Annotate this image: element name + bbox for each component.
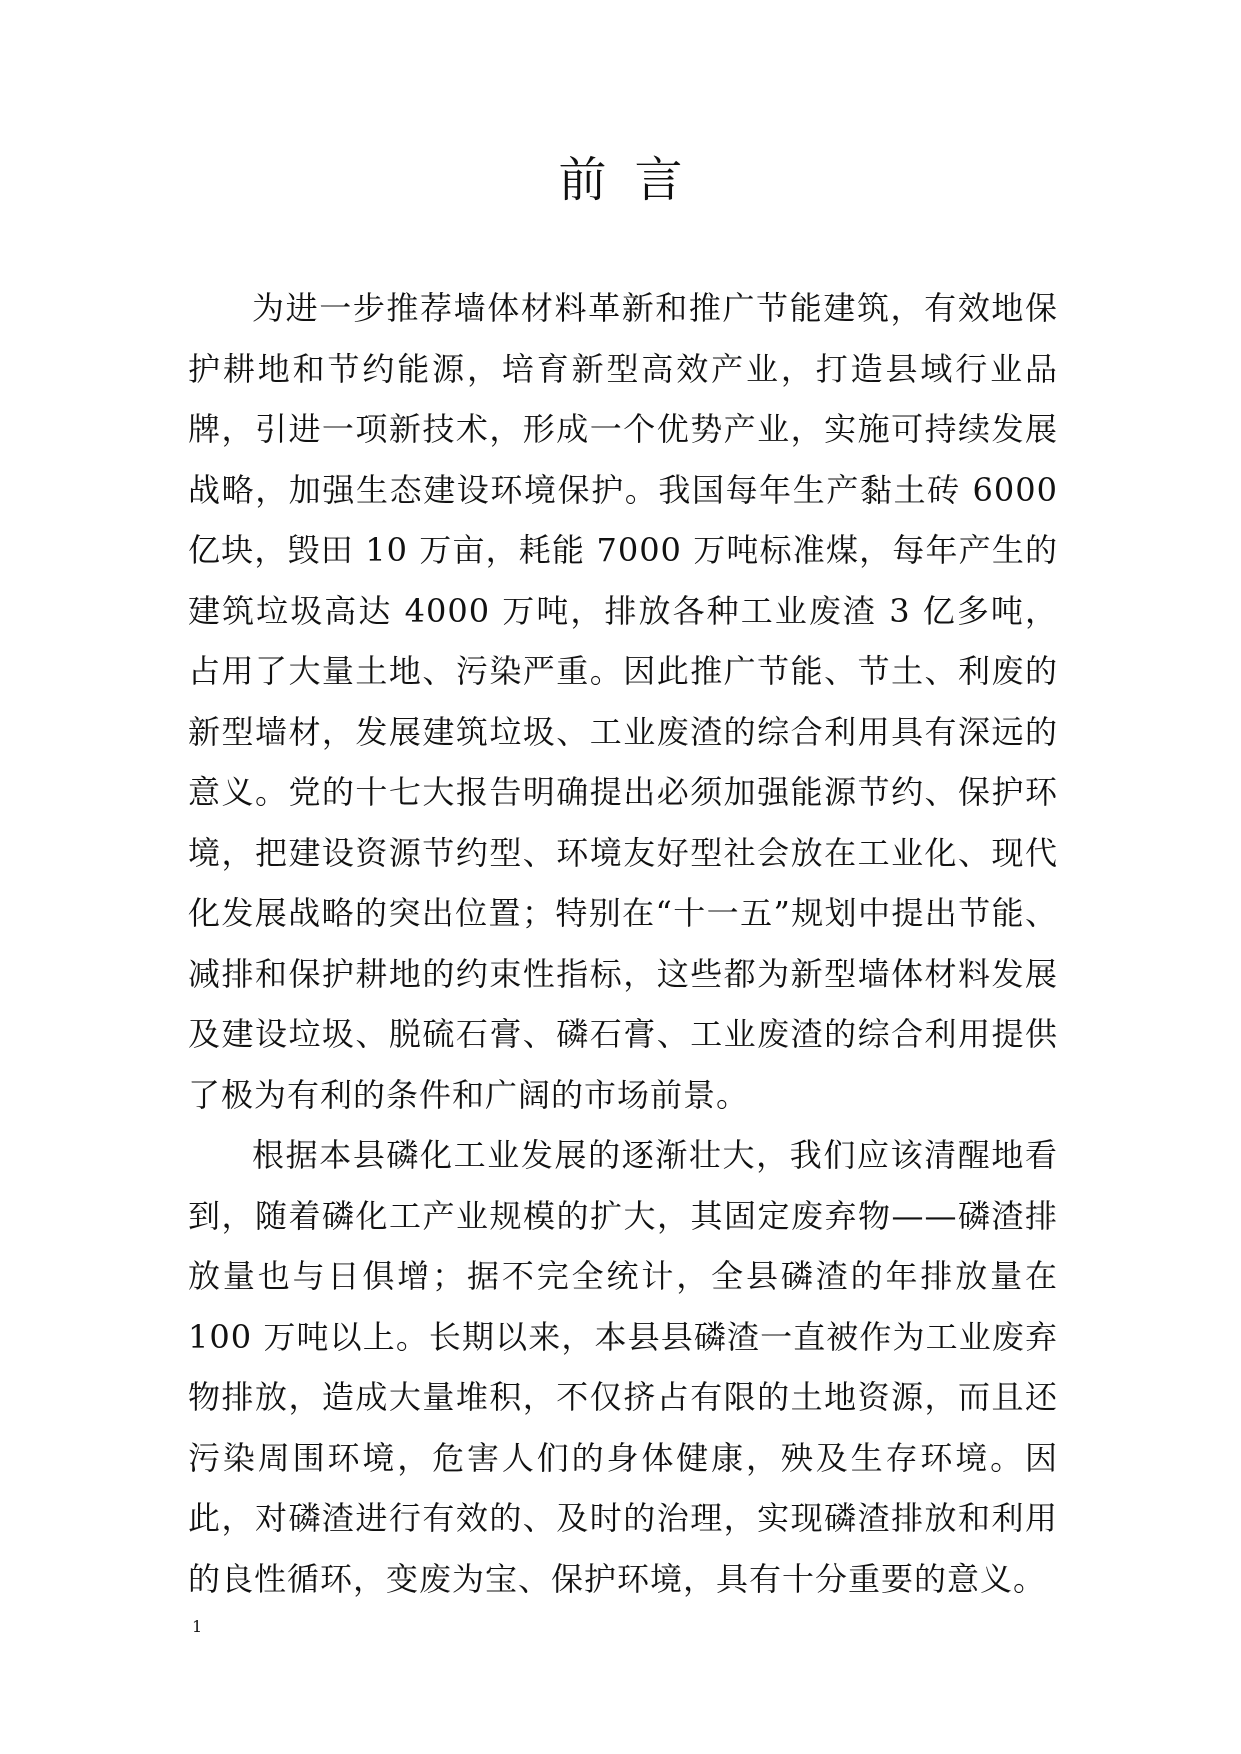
paragraph-1: 为进一步推荐墙体材料革新和推广节能建筑，有效地保护耕地和节约能源，培育新型高效产业，打造县域行业品牌，引进一项新技术，形成一个优势产业，实施可持续发展战略，加强生态建设环境保护。我国每年生产黏土砖 6000 亿块，毁田 10 万亩，耗能 7000 万吨标准煤，每年产生的建筑垃圾高达 4000 万吨，排放各种工业废渣 3 亿多吨，占用了大量土地、污染严重。因此推广节能、节土、利废的新型墙材，发展建筑垃圾、工业废渣的综合利用具有深远的意义。党的十七大报告明确提出必须加强能源节约、保护环境，把建设资源节约型、环境友好型社会放在工业化、现代化发展战略的突出位置；特别在“十一五”规划中提出节能、减排和保护耕地的约束性指标，这些都为新型墙体材料发展及建设垃圾、脱硫石膏、磷石膏、工业废渣的综合利用提供了极为有利的条件和广阔的市场前景。 xyxy=(188,289,1058,1114)
body-text xyxy=(188,278,1058,1609)
page-number: 1 xyxy=(192,1617,203,1636)
page-title: 前言 xyxy=(558,152,711,208)
paragraph-2: 根据本县磷化工业发展的逐渐壮大，我们应该清醒地看到，随着磷化工产业规模的扩大，其固定废弃物——磷渣排放量也与日俱增；据不完全统计，全县磷渣的年排放量在 100 万吨以上。长期以来，本县县磷渣一直被作为工业废弃物排放，造成大量堆积，不仅挤占有限的土地资源，而且还污染周围环境，危害人们的身体健康，殃及生存环境。因此，对磷渣进行有效的、及时的治理，实现磷渣排放和利用的良性循环，变废为宝、保护环境，具有十分重要的意义。 xyxy=(188,1136,1058,1598)
